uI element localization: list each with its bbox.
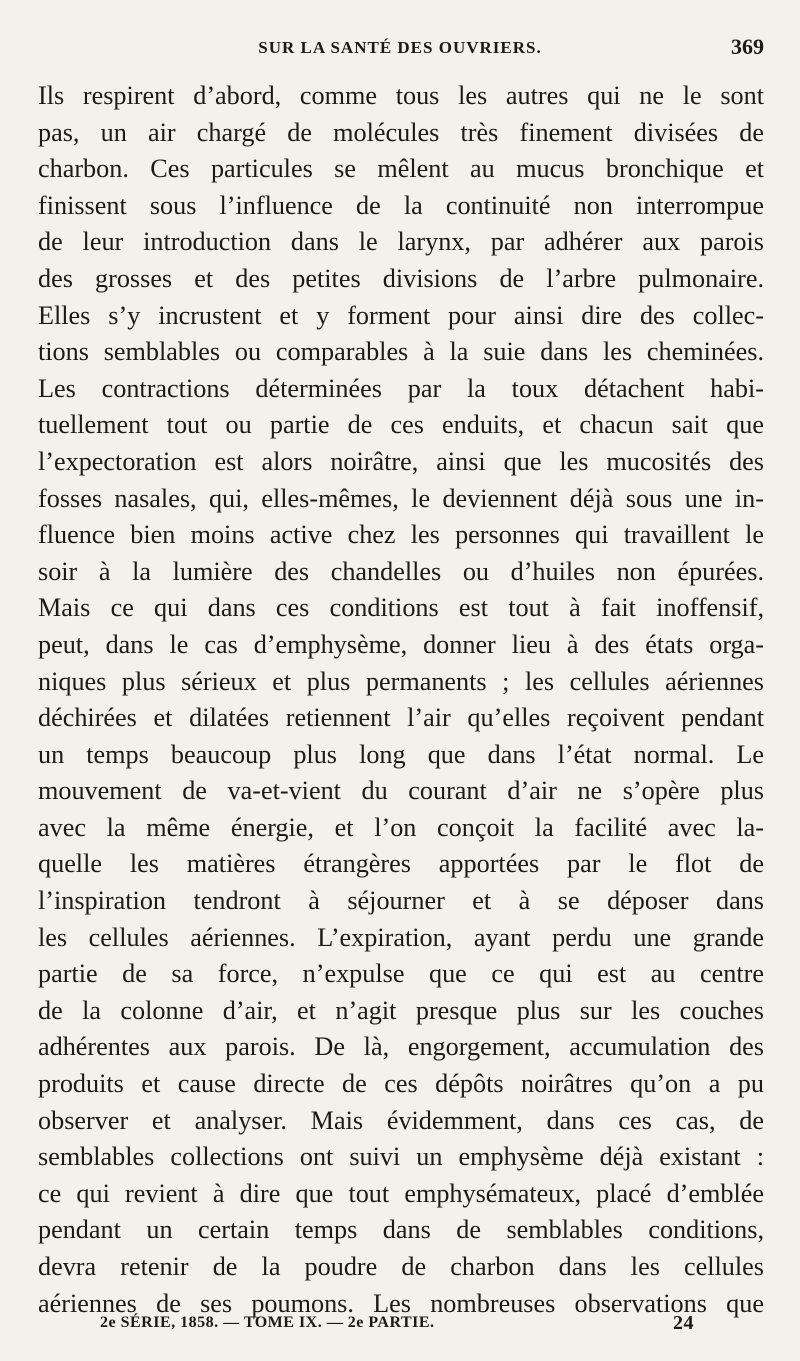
text-line: pendant un certain temps dans de semblables conditions,	[38, 1215, 764, 1245]
text-line: adhérentes aux parois. De là, engorgement, accumulation des	[38, 1032, 764, 1062]
body-text	[38, 78, 764, 1322]
running-title: SUR LA SANTÉ DES OUVRIERS.	[258, 38, 542, 57]
text-line: fluence bien moins active chez les personnes qui travaillent le	[38, 520, 764, 550]
text-line: avec la même énergie, et l’on conçoit la facilité avec la-	[38, 812, 764, 842]
text-line: Les contractions déterminées par la toux détachent habi-	[38, 373, 764, 403]
text-line: pas, un air chargé de molécules très finement divisées de	[38, 117, 764, 147]
text-line: devra retenir de la poudre de charbon dans les cellules	[38, 1252, 764, 1281]
text-line: semblables collections ont suivi un emphysème déjà existant :	[38, 1142, 764, 1172]
signature-mark: 2e SÉRIE, 1858. — TOME IX. — 2e PARTIE.	[100, 1314, 435, 1331]
text-line: mouvement de va-et-vient du courant d’air ne s’opère plus	[38, 776, 764, 806]
text-line: soir à la lumière des chandelles ou d’huiles non épurées.	[38, 556, 764, 586]
text-line: tions semblables ou comparables à la suie dans les cheminées.	[38, 337, 764, 367]
text-line: niques plus sérieux et plus permanents ; les cellules aériennes	[38, 666, 764, 696]
text-line: un temps beaucoup plus long que dans l’état normal. Le	[38, 739, 764, 769]
text-line: Ils respirent d’abord, comme tous les autres qui ne le sont	[38, 81, 764, 110]
text-line: l’inspiration tendront à séjourner et à se déposer dans	[38, 886, 764, 916]
text-line: peut, dans le cas d’emphysème, donner lieu à des états orga-	[38, 629, 764, 659]
text-line: produits et cause directe de ces dépôts noirâtres qu’on a pu	[38, 1069, 764, 1099]
text-line: tuellement tout ou partie de ces enduits, et chacun sait que	[38, 410, 764, 440]
text-line: Elles s’y incrustent et y forment pour ainsi dire des collec-	[38, 300, 764, 330]
text-line: observer et analyser. Mais évidemment, dans ces cas, de	[38, 1105, 764, 1135]
sheet-number: 24	[673, 1312, 694, 1334]
text-line: de la colonne d’air, et n’agit presque plus sur les couches	[38, 995, 764, 1025]
text-line: ce qui revient à dire que tout emphysémateux, placé d’emblée	[38, 1178, 764, 1208]
text-line: partie de sa force, n’expulse que ce qui est au centre	[38, 959, 764, 989]
text-line: l’expectoration est alors noirâtre, ainsi que les mucosités des	[38, 446, 764, 476]
page-number: 369	[731, 34, 764, 59]
text-line: des grosses et des petites divisions de l’arbre pulmonaire.	[38, 263, 764, 293]
page-footer	[100, 1312, 700, 1342]
text-line: finissent sous l’influence de la continuité non interrompue	[38, 190, 764, 220]
text-line: quelle les matières étrangères apportées par le flot de	[38, 849, 764, 879]
text-line: les cellules aériennes. L’expiration, ayant perdu une grande	[38, 922, 764, 952]
running-head	[36, 32, 764, 68]
text-line: fosses nasales, qui, elles-mêmes, le deviennent déjà sous une in-	[38, 483, 764, 513]
text-line: aériennes de ses poumons. Les nombreuses observations que	[38, 1288, 764, 1318]
text-line: charbon. Ces particules se mêlent au mucus bronchique et	[38, 154, 764, 184]
text-line: Mais ce qui dans ces conditions est tout à fait inoffensif,	[38, 593, 764, 623]
text-line: déchirées et dilatées retiennent l’air qu’elles reçoivent pendant	[38, 703, 764, 733]
text-line: de leur introduction dans le larynx, par adhérer aux parois	[38, 227, 764, 257]
